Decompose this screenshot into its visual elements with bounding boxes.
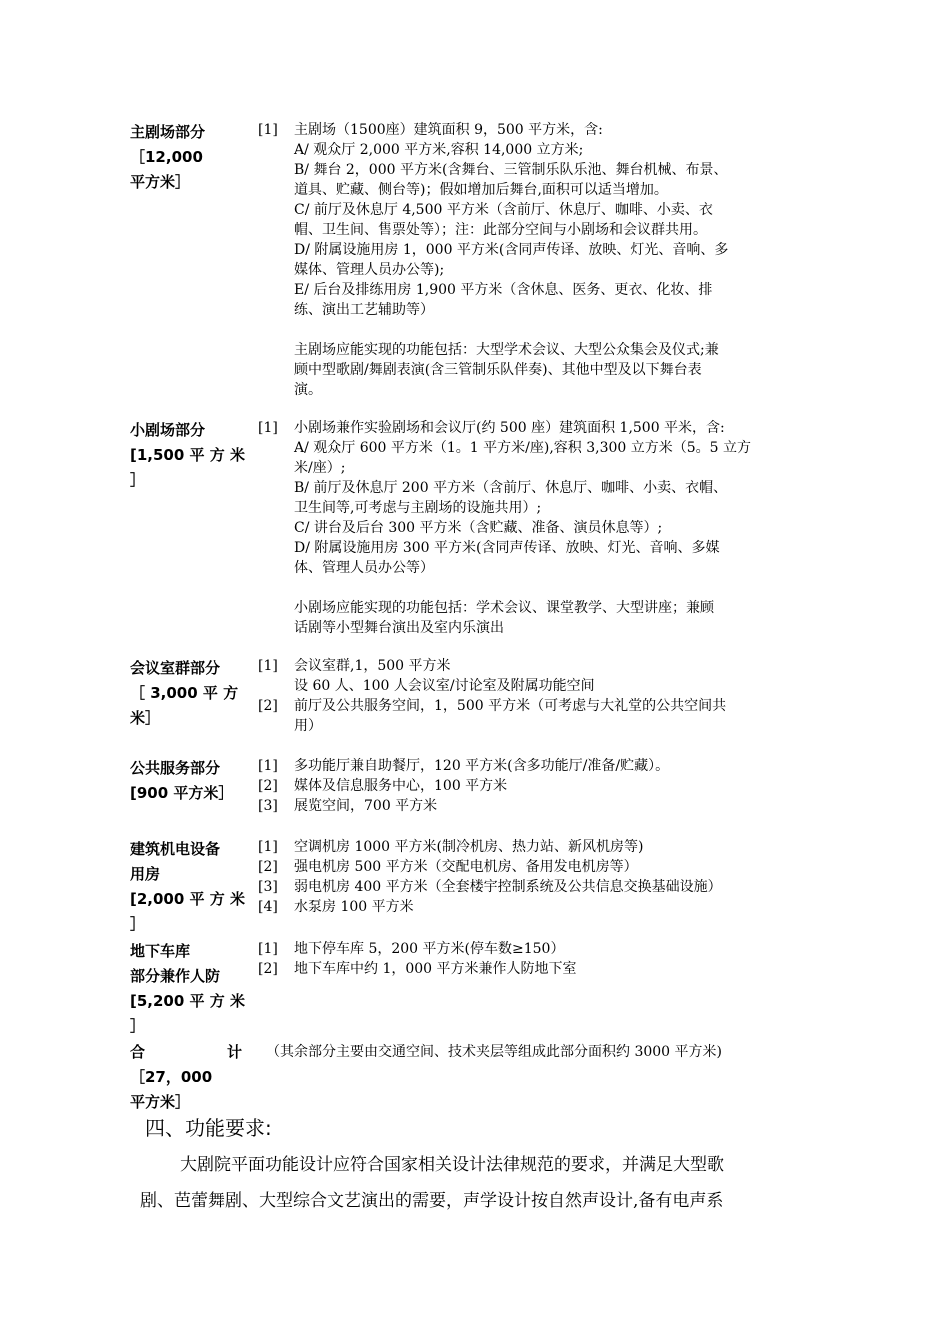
item-line: 用） xyxy=(294,718,322,734)
paragraph-line: 剧、芭蕾舞剧、大型综合文艺演出的需要，声学设计按自然声设计,备有电声系 xyxy=(140,1191,724,1211)
item-number: [4] xyxy=(258,899,278,915)
item-number: [1] xyxy=(258,122,278,138)
item-line: B/ 前厅及休息厅 200 平方米（含前厅、休息厅、咖啡、小卖、衣帽、 xyxy=(294,480,728,496)
item-line: 道具、贮藏、侧台等)；假如增加后舞台,面积可以适当增加。 xyxy=(294,182,668,198)
label-line: [1,500 平 方 米 xyxy=(130,446,245,464)
item-line: E/ 后台及排练用房 1,900 平方米（含休息、医务、更衣、化妆、排 xyxy=(294,282,713,298)
section-heading: 四、功能要求: xyxy=(145,1116,272,1140)
section-label xyxy=(130,120,242,195)
item-number: [1] xyxy=(258,839,278,855)
total-label-left: 合 xyxy=(130,1043,146,1061)
item-line: 米/座）; xyxy=(294,460,346,476)
item-line: 小剧场兼作实验剧场和会议厅(约 500 座）建筑面积 1,500 平米，含: xyxy=(294,420,725,436)
list-item xyxy=(258,897,810,917)
label-line: ［ 3,000 平 方 xyxy=(130,684,239,702)
body-paragraph xyxy=(140,1147,830,1219)
section-items xyxy=(258,418,810,638)
item-number: [3] xyxy=(258,798,278,814)
list-item xyxy=(258,696,810,736)
item-number: [1] xyxy=(258,658,278,674)
total-label-right: 计 xyxy=(226,1043,242,1061)
label-line: 米］ xyxy=(130,709,161,727)
section-label xyxy=(130,939,245,1039)
list-item xyxy=(258,656,810,696)
list-item xyxy=(258,796,810,816)
label-line: 部分兼作人防 xyxy=(130,967,221,985)
function-note-line: 主剧场应能实现的功能包括：大型学术会议、大型公众集会及仪式;兼 xyxy=(294,342,719,358)
label-line: ］ xyxy=(130,1017,146,1035)
item-line: 前厅及公共服务空间，1，500 平方米（可考虑与大礼堂的公共空间共 xyxy=(294,698,727,714)
item-line: （其余部分主要由交通空间、技术夹层等组成此部分面积约 3000 平方米) xyxy=(266,1044,722,1060)
item-number: [1] xyxy=(258,758,278,774)
item-line: 地下停车库 5，200 平方米(停车数≥150） xyxy=(294,941,565,957)
total-label-row xyxy=(130,1040,242,1065)
function-note-line: 小剧场应能实现的功能包括：学术会议、课堂教学、大型讲座；兼顾 xyxy=(294,600,714,616)
section-items xyxy=(258,837,810,917)
item-line: 帽、卫生间、售票处等）；注：此部分空间与小剧场和会议群共用。 xyxy=(294,222,707,238)
list-item xyxy=(258,959,810,979)
item-line: 卫生间等,可考虑与主剧场的设施共用）; xyxy=(294,500,542,516)
section-label xyxy=(130,656,242,731)
label-line: 平方米］ xyxy=(130,173,191,191)
function-note-line: 话剧等小型舞台演出及室内乐演出 xyxy=(294,620,504,636)
section-label xyxy=(130,1040,242,1115)
item-line: 地下车库中约 1，000 平方米兼作人防地下室 xyxy=(294,961,577,977)
label-line: 用房 xyxy=(130,865,161,883)
item-number: [2] xyxy=(258,778,278,794)
item-line: D/ 附属设施用房 1，000 平方米(含同声传译、放映、灯光、音响、多 xyxy=(294,242,729,258)
label-line: ］ xyxy=(130,915,146,933)
list-item xyxy=(258,756,810,776)
section-label xyxy=(130,418,245,493)
label-line: [5,200 平 方 米 xyxy=(130,992,245,1010)
section-items xyxy=(258,756,810,816)
item-line: 水泵房 100 平方米 xyxy=(294,899,414,915)
item-line: 练、演出工艺辅助等） xyxy=(294,302,434,318)
item-number: [2] xyxy=(258,859,278,875)
item-line: D/ 附属设施用房 300 平方米(含同声传译、放映、灯光、音响、多媒 xyxy=(294,540,720,556)
item-line: 多功能厅兼自助餐厅，120 平方米(含多功能厅/准备/贮藏）。 xyxy=(294,758,670,774)
label-line: [2,000 平 方 米 xyxy=(130,890,245,908)
function-note-line: 顾中型歌剧/舞剧表演(含三管制乐队伴奏)、其他中型及以下舞台表 xyxy=(294,362,702,378)
label-line: 会议室群部分 xyxy=(130,659,221,677)
item-line: A/ 观众厅 600 平方米（1。1 平方米/座),容积 3,300 立方米（5。5 立方 xyxy=(294,440,752,456)
paragraph-line: 大剧院平面功能设计应符合国家相关设计法律规范的要求，并满足大型歌 xyxy=(180,1155,724,1175)
label-line: 主剧场部分 xyxy=(130,123,206,141)
item-line: A/ 观众厅 2,000 平方米,容积 14,000 立方米; xyxy=(294,142,584,158)
label-line: ［12,000 xyxy=(130,148,203,166)
label-line: 建筑机电设备 xyxy=(130,840,221,858)
item-line: C/ 前厅及休息厅 4,500 平方米（含前厅、休息厅、咖啡、小卖、衣 xyxy=(294,202,713,218)
item-number: [2] xyxy=(258,698,278,714)
section-items xyxy=(258,656,810,736)
item-number: [3] xyxy=(258,879,278,895)
section-label xyxy=(130,756,242,806)
section-items xyxy=(266,1042,818,1062)
section-items xyxy=(258,120,810,400)
item-line: 设 60 人、100 人会议室/讨论室及附属功能空间 xyxy=(294,678,595,694)
function-note-line: 演。 xyxy=(294,382,322,398)
label-line: 小剧场部分 xyxy=(130,421,206,439)
total-note xyxy=(266,1042,818,1062)
label-line: 平方米］ xyxy=(130,1093,191,1111)
item-line: 会议室群,1，500 平方米 xyxy=(294,658,451,674)
item-line: 媒体及信息服务中心，100 平方米 xyxy=(294,778,508,794)
label-line: 公共服务部分 xyxy=(130,759,221,777)
item-line: 主剧场（1500座）建筑面积 9，500 平方米，含: xyxy=(294,122,603,138)
item-line: 弱电机房 400 平方米（全套楼宇控制系统及公共信息交换基础设施） xyxy=(294,879,722,895)
section-label xyxy=(130,837,245,937)
list-item xyxy=(258,776,810,796)
label-line: 地下车库 xyxy=(130,942,191,960)
item-line: 媒体、管理人员办公等); xyxy=(294,262,445,278)
item-line: B/ 舞台 2，000 平方米(含舞台、三管制乐队乐池、舞台机械、布景、 xyxy=(294,162,728,178)
label-line: ［27，000 xyxy=(130,1068,213,1086)
item-number: [1] xyxy=(258,941,278,957)
list-item xyxy=(258,120,810,400)
item-number: [2] xyxy=(258,961,278,977)
list-item xyxy=(258,939,810,959)
list-item xyxy=(258,857,810,877)
list-item xyxy=(258,418,810,638)
section-items xyxy=(258,939,810,979)
item-line: C/ 讲台及后台 300 平方米（含贮藏、准备、演员休息等）; xyxy=(294,520,663,536)
label-line: [900 平方米］ xyxy=(130,784,234,802)
list-item xyxy=(258,837,810,857)
item-line: 体、管理人员办公等） xyxy=(294,560,434,576)
item-line: 空调机房 1000 平方米(制冷机房、热力站、新风机房等) xyxy=(294,839,644,855)
list-item xyxy=(258,877,810,897)
item-number: [1] xyxy=(258,420,278,436)
label-line: ］ xyxy=(130,471,146,489)
item-line: 强电机房 500 平方米（交配电机房、备用发电机房等） xyxy=(294,859,638,875)
item-line: 展览空间，700 平方米 xyxy=(294,798,438,814)
